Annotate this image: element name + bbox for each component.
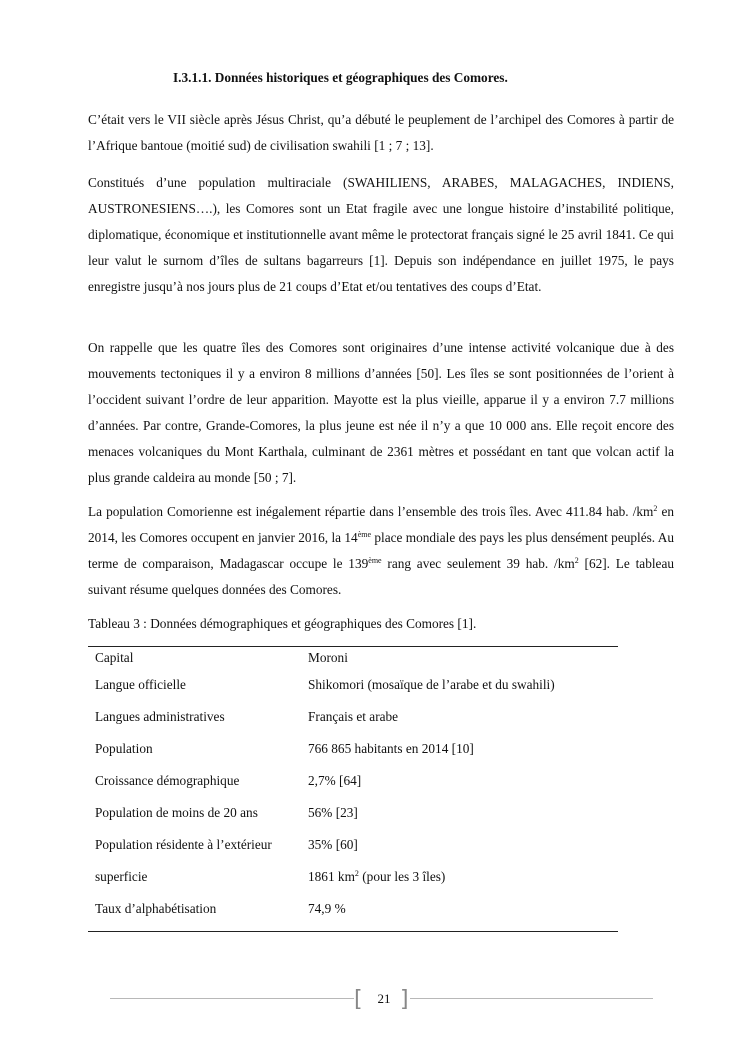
- row-value: 56% [23]: [308, 805, 358, 820]
- table-caption: Tableau 3 : Données démographiques et géographiques des Comores [1].: [88, 616, 477, 631]
- page-number: 21: [377, 991, 391, 1006]
- row-value: 74,9 %: [308, 901, 346, 916]
- table-row: [88, 765, 618, 797]
- row-label: Population résidente à l’extérieur: [95, 837, 272, 852]
- row-label: Langues administratives: [95, 709, 225, 724]
- row-value: 35% [60]: [308, 837, 358, 852]
- row-label: Population: [95, 741, 153, 756]
- row-value: 766 865 habitants en 2014 [10]: [308, 741, 474, 756]
- row-value: Moroni: [308, 650, 348, 665]
- row-value: Shikomori (mosaïque de l’arabe et du swahili): [308, 677, 555, 692]
- row-label: Langue officielle: [95, 677, 186, 692]
- row-value: 1861 $km^2$ (pour les 3 îles): [308, 869, 446, 884]
- table-row: [88, 669, 618, 701]
- table-row: [88, 861, 618, 893]
- footer-divider-right: [410, 998, 653, 999]
- footer-divider-left: [110, 998, 354, 999]
- table-row: [88, 647, 618, 669]
- row-label: Croissance démographique: [95, 773, 240, 788]
- paragraph-population: Constitués d’une population multiraciale (SWAHILIENS, ARABES, MALAGACHES, INDIENS, AUSTRONESIENS….), les Comores sont un Etat fragile avec une longue histoire d’instabilité politique, diplomatique, économique et institutionnelle avant même le protectorat français signé le 25 avril 1841. Ce qui leur valut le surnom d’îles de sultans bagarreurs [1]. Depuis son indépendance en juillet 1975, le pays enregistre jusqu’à nos jours plus de 21 coups d’Etat et/ou tentatives des coups d’Etat.: [88, 175, 674, 294]
- section-heading: I.3.1.1. Données historiques et géographiques des Comores.: [173, 70, 508, 85]
- row-label: Population de moins de 20 ans: [95, 805, 258, 820]
- right-bracket-icon: ]: [400, 987, 409, 1012]
- page-footer: [110, 987, 653, 1011]
- row-value: Français et arabe: [308, 709, 399, 724]
- table-row: [88, 701, 618, 733]
- data-table: [88, 646, 618, 932]
- paragraph-density: La population Comorienne est inégalement répartie dans l’ensemble des trois îles. Avec 411.84 hab. $/km^2$ en 2014, les Comores occupent en janvier 2016, la 14ème place mondiale des pays les plus densément peuplés. Au terme de comparaison, Madagascar occupe le 139ème rang avec seulement 39 hab. $/km^2$ [62]. Le tableau suivant résume quelques données des Comores.: [88, 504, 675, 597]
- paragraph-history: C’était vers le VII siècle après Jésus Christ, qu’a débuté le peuplement de l’archipel des Comores à partir de l’Afrique bantoue (moitié sud) de civilisation swahili [1 ; 7 ; 13].: [88, 112, 674, 153]
- table-row: [88, 797, 618, 829]
- left-bracket-icon: [: [354, 987, 363, 1012]
- table-row: [88, 893, 618, 925]
- row-label: superficie: [95, 869, 148, 884]
- row-label: Taux d’alphabétisation: [95, 901, 217, 916]
- table-row: [88, 733, 618, 765]
- row-label: Capital: [95, 650, 134, 665]
- table-row: [88, 829, 618, 861]
- row-value: 2,7% [64]: [308, 773, 362, 788]
- paragraph-volcanic: On rappelle que les quatre îles des Comores sont originaires d’une intense activité volcanique due à des mouvements tectoniques il y a environ 8 millions d’années [50]. Les îles se sont positionnées de l’orient à l’occident suivant l’ordre de leur apparition. Mayotte est la plus vieille, apparue il y a environ 7.7 millions d’années. Par contre, Grande-Comores, la plus jeune est née il n’y a que 10 000 ans. Elle reçoit encore des menaces volcaniques du Mont Karthala, culminant de 2361 mètres et possédant en tant que volcan actif la plus grande caldeira au monde [50 ; 7].: [88, 340, 674, 485]
